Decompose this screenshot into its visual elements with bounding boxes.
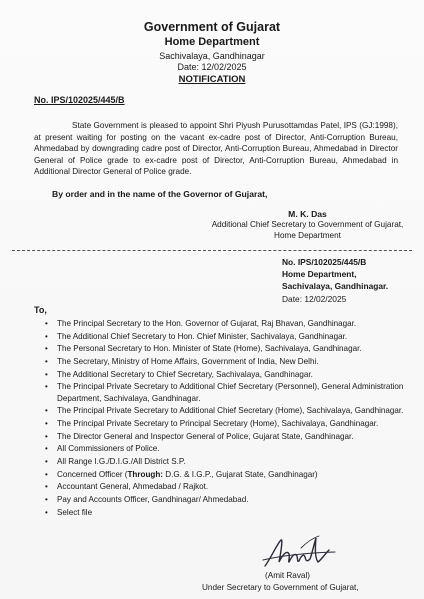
bullet-icon: • <box>45 382 48 392</box>
signatory-designation: Additional Chief Secretary to Government of Gujarat, <box>211 220 404 229</box>
recipient-item <box>45 405 410 416</box>
recipient-item <box>45 443 410 454</box>
recipient-text: The Personal Secretary to Hon. Minister of State (Home), Sachivalaya, Gandhinagar. <box>57 344 362 354</box>
recipient-item <box>45 431 410 442</box>
notification-heading: NOTIFICATION <box>178 74 246 85</box>
issue-date: Date: 12/02/2025 <box>177 62 247 72</box>
bullet-icon: • <box>45 456 48 466</box>
recipient-item <box>45 469 410 480</box>
signatory-secondary-designation: Under Secretary to Government of Gujarat, <box>202 583 359 592</box>
bullet-icon: • <box>45 369 48 379</box>
recipient-text: All Range I.G./D.I.G./All District S.P. <box>57 456 186 466</box>
department-title: Home Department <box>164 36 260 48</box>
recipient-item <box>45 356 410 367</box>
notification-body: State Government is pleased to appoint Shri Piyush Purusottamdas Patel, IPS (GJ:1998), at present waiting for posting on the vacant ex-cadre post of Director, Anti-Corruption Bureau, Ahmedabad by downgrading cadre post of Director, Anti-Corruption Bureau, Ahmedabad in Director General of Police grade to ex-cadre post of Director, Anti-Corruption Bureau, Ahmedabad in Additional Director General of Police grade. <box>34 121 398 177</box>
recipient-text: Select file <box>57 507 93 517</box>
recipient-text: The Secretary, Ministry of Home Affairs, Government of India, New Delhi. <box>57 357 319 367</box>
bullet-icon: • <box>45 431 48 441</box>
recipient-text: The Principal Private Secretary to Additional Chief Secretary (Personnel), General Administration Department, Sachivalaya, Gandhinagar. <box>57 382 404 403</box>
signatory-name: M. K. Das <box>288 209 327 219</box>
bullet-icon: • <box>45 406 48 416</box>
order-line: By order and in the name of the Governor of Gujarat, <box>52 189 268 199</box>
recipient-text: The Principal Private Secretary to Additional Chief Secretary (Home), Sachivalaya, Gandhinagar. <box>57 406 404 416</box>
recipient-text: The Principal Secretary to the Hon. Governor of Gujarat, Raj Bhavan, Gandhinagar. <box>57 319 357 328</box>
recipient-item <box>45 456 410 467</box>
handwritten-signature <box>255 532 345 572</box>
recipient-item <box>45 418 410 429</box>
section-divider <box>12 250 412 251</box>
bullet-icon: • <box>45 357 48 367</box>
signatory-block-primary <box>200 209 415 241</box>
bullet-icon: • <box>45 331 48 341</box>
recipient-item <box>45 494 410 505</box>
signatory-department: Home Department <box>274 230 341 240</box>
bullet-icon: • <box>45 507 48 517</box>
letterhead <box>0 20 424 86</box>
endorsement-number: No. IPS/102025/445/B <box>282 257 367 267</box>
reference-number: No. IPS/102025/445/B <box>34 95 125 105</box>
recipient-text: The Additional Secretary to Chief Secretary, Sachivalaya, Gandhinagar. <box>57 369 313 379</box>
bullet-icon: • <box>45 444 48 454</box>
bullet-icon: • <box>45 418 48 428</box>
endorsement-department: Home Department, <box>282 269 357 280</box>
recipient-text: Pay and Accounts Officer, Gandhinagar/ Ahmedabad. <box>57 495 249 505</box>
signatory-secondary-name: (Amit Raval) <box>265 571 311 580</box>
bullet-icon: • <box>45 482 48 492</box>
recipient-emphasis: Through: <box>127 469 163 479</box>
recipient-text: D.G. & I.G.P., Gujarat State, Gandhinagar) <box>163 469 318 479</box>
bullet-icon: • <box>45 469 48 479</box>
recipient-item <box>45 507 410 518</box>
recipient-text: The Director General and Inspector General of Police, Gujarat State, Gandhinagar. <box>57 431 354 441</box>
recipient-text: All Commissioners of Police. <box>57 444 160 454</box>
bullet-icon: • <box>45 344 48 354</box>
bullet-icon: • <box>45 495 48 505</box>
to-label: To, <box>34 305 47 315</box>
office-location: Sachivalaya, Gandhinagar <box>159 51 265 61</box>
endorsement-date: Date: 12/02/2025 <box>282 293 347 304</box>
endorsement-place: Sachivalaya, Gandhinagar. <box>282 281 389 292</box>
recipient-item <box>45 481 410 492</box>
recipient-item <box>45 318 410 329</box>
bullet-icon: • <box>45 319 48 328</box>
recipient-list <box>45 318 410 519</box>
recipient-item <box>45 369 410 380</box>
government-title: Government of Gujarat <box>143 20 281 34</box>
endorsement-block <box>282 256 422 305</box>
recipient-text: The Principal Private Secretary to Principal Secretary (Home), Sachivalaya, Gandhinagar. <box>57 418 379 428</box>
recipient-item <box>45 331 410 342</box>
recipient-text: Accountant General, Ahmedabad / Rajkot. <box>57 482 209 492</box>
recipient-text: The Additional Chief Secretary to Hon. Chief Minister, Sachivalaya, Gandhinagar. <box>57 331 348 341</box>
recipient-prefix: Concerned Officer ( <box>57 469 128 479</box>
recipient-item <box>45 381 410 403</box>
recipient-item <box>45 343 410 354</box>
